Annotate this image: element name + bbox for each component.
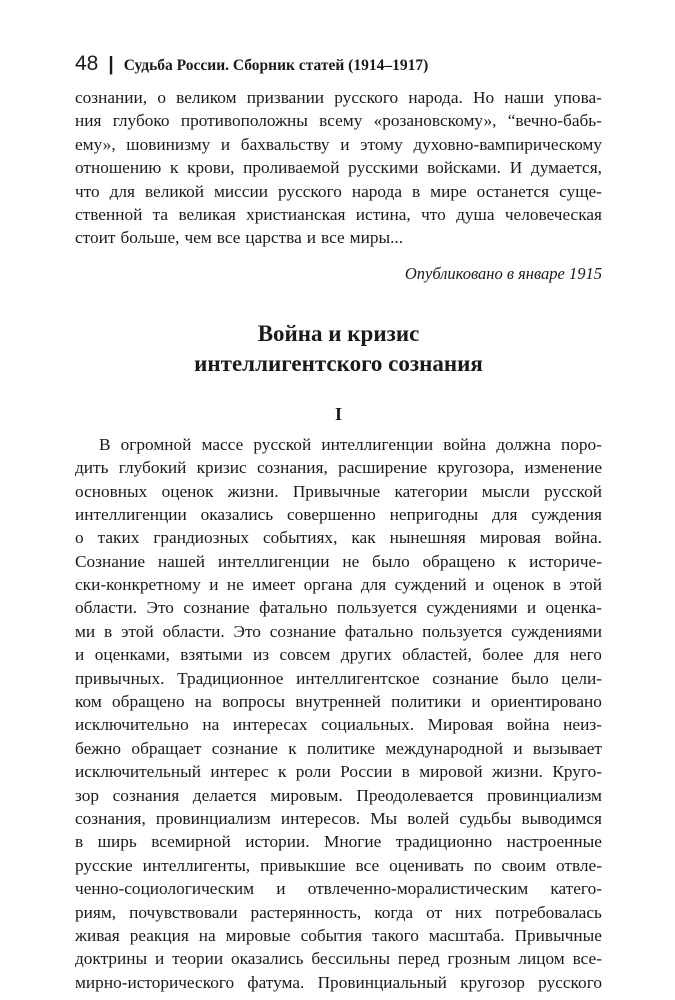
text-line (75, 737, 602, 760)
word: доктрины (75, 949, 148, 969)
publication-note: Опубликовано в январе 1915 (404, 263, 602, 283)
word: почувствовали (129, 902, 238, 922)
word: русские (75, 855, 133, 875)
word: исключительный (75, 762, 201, 782)
word: вызывает (532, 738, 602, 758)
word: Многие (324, 832, 382, 852)
word: для (492, 504, 518, 524)
continuation-paragraph (75, 86, 602, 250)
word: интересах (232, 715, 308, 735)
word: война (506, 715, 550, 735)
word: сознании, (75, 88, 148, 107)
word: области. (75, 598, 138, 618)
word: было (372, 551, 410, 571)
word: ченно-социологическим (75, 879, 255, 899)
word: все (355, 855, 380, 875)
text-line (75, 877, 602, 900)
text-line (75, 830, 602, 853)
word: и (340, 134, 350, 154)
word: интеллигенции (75, 504, 187, 524)
word: русской (544, 481, 602, 501)
word: бессильны (311, 949, 390, 969)
word: ски-конкретному (75, 575, 201, 595)
text-line (75, 784, 602, 807)
word: оказались (200, 504, 274, 524)
word: сознание (183, 598, 250, 618)
book-page (75, 52, 602, 994)
word: выводимся (521, 808, 602, 828)
word: вопросы (222, 692, 286, 712)
word: пользуется (336, 598, 418, 618)
word: жизни. (227, 481, 279, 501)
word: провинциализм (155, 808, 271, 828)
word: более (482, 645, 524, 665)
text-line (75, 503, 602, 526)
word: живая (75, 925, 120, 945)
word: к (507, 551, 517, 571)
text-line (75, 550, 602, 573)
word: этому (360, 134, 403, 154)
text-line (75, 573, 602, 596)
article-title-line: Война и кризис (257, 320, 420, 346)
text-line (75, 596, 602, 619)
section-number: I (334, 403, 342, 424)
word: ему», (75, 134, 116, 154)
word: настроенные (506, 832, 602, 852)
word: для (109, 181, 136, 201)
word: нынешняя (389, 528, 466, 548)
word: И (509, 158, 523, 178)
text-line (75, 226, 602, 249)
word: та (152, 204, 169, 224)
word: риям, (75, 902, 117, 922)
word: такого (372, 925, 419, 945)
word: мировые (225, 925, 291, 945)
word: русского (278, 181, 342, 201)
word: глубокий (118, 458, 187, 478)
word: интерес (210, 762, 269, 782)
word: провинциализм (487, 785, 602, 805)
text-line (75, 713, 602, 736)
word: событиях, (262, 528, 338, 548)
word: царства (245, 228, 302, 248)
word: глубоко (112, 111, 170, 131)
word: социальных. (321, 715, 415, 735)
word: на (194, 692, 212, 712)
word: упова- (554, 88, 602, 107)
article-title (75, 319, 602, 379)
word: бежно (75, 738, 122, 758)
word: своим (501, 855, 547, 875)
word: В (99, 434, 111, 454)
word: мировым. (270, 785, 343, 805)
word: оценка- (545, 598, 602, 618)
word: Мировая (427, 715, 494, 735)
text-line (75, 947, 602, 970)
word: политики (391, 692, 462, 712)
text-line (75, 643, 602, 666)
word: великая (178, 204, 236, 224)
text-line (75, 854, 602, 877)
word: шовинизму (126, 134, 211, 154)
word: суждениями (511, 621, 602, 641)
word: интересов. (280, 808, 361, 828)
word: традиционно (395, 832, 493, 852)
word: душа (456, 204, 495, 224)
word: наши (504, 88, 544, 107)
word: Но (473, 88, 495, 107)
word: сознания, (75, 808, 146, 828)
word: оценками, (94, 645, 170, 665)
word: имеет (252, 575, 296, 595)
text-line (75, 180, 602, 203)
word: на (198, 925, 216, 945)
word: Сознание (75, 551, 146, 571)
word: них (455, 902, 483, 922)
word: призвании (246, 88, 325, 107)
word: не (226, 575, 244, 595)
word: кругозор (460, 972, 525, 992)
word: Круго- (552, 762, 602, 782)
text-line (75, 760, 602, 783)
word: по (473, 855, 492, 875)
word: судьбы (459, 808, 512, 828)
word: интеллигентское (296, 668, 420, 688)
word: как (351, 528, 376, 548)
text-line (75, 480, 602, 503)
word: стоит (75, 228, 116, 248)
word: в (104, 621, 113, 641)
word: истории. (245, 832, 310, 852)
word: человеческая (504, 204, 602, 224)
text-line (75, 133, 602, 156)
word: и (471, 692, 481, 712)
word: Традиционное (177, 668, 284, 688)
word: и (75, 645, 85, 665)
word: внутренней (295, 692, 381, 712)
word: растерянность, (250, 902, 362, 922)
word: других (340, 645, 392, 665)
word: обращает (131, 738, 202, 758)
word: из (252, 645, 270, 665)
word: области. (162, 621, 225, 641)
word: оценивать (389, 855, 464, 875)
word: и (276, 879, 286, 899)
word: события (300, 925, 363, 945)
word: чем (184, 228, 212, 248)
word: основных (75, 481, 148, 501)
word: привычных. (75, 668, 165, 688)
word: великом (176, 88, 237, 107)
word: взятыми (180, 645, 243, 665)
word: ственной (75, 204, 143, 224)
word: о (75, 528, 84, 548)
word: оценок (492, 575, 545, 595)
word: зор (75, 785, 100, 805)
word: обращено (112, 692, 185, 712)
word: волей (407, 808, 450, 828)
word: в (552, 575, 561, 595)
text-line (75, 971, 602, 994)
page-number: 48 (75, 52, 99, 75)
word: на (202, 715, 220, 735)
word: отвле- (556, 855, 602, 875)
word: все (321, 228, 345, 248)
word: миры... (349, 228, 404, 248)
text-line (75, 667, 602, 690)
word: жизни. (492, 762, 543, 782)
word: бахвальству (240, 134, 330, 154)
word: интеллигенции (321, 434, 434, 454)
word: для (533, 645, 560, 665)
word: ком (75, 692, 102, 712)
word: все (216, 228, 241, 248)
text-line (75, 620, 602, 643)
word: фатально (344, 621, 414, 641)
word: всемирной (151, 832, 231, 852)
word: Преодолевается (356, 785, 474, 805)
word: кризис (196, 458, 247, 478)
header-separator: | (108, 54, 114, 75)
word: грозным (447, 949, 511, 969)
word: России (340, 762, 393, 782)
word: Привычные (292, 481, 381, 501)
word: расширение (338, 458, 428, 478)
word: русскими (348, 158, 419, 178)
word: войсками. (427, 158, 502, 178)
word: фатума. (247, 972, 305, 992)
word: катего- (550, 879, 602, 899)
text-line (75, 901, 602, 924)
word: поро- (561, 434, 602, 454)
word: обращено (422, 551, 496, 571)
word: русского (334, 88, 399, 107)
word: лицом (518, 949, 565, 969)
word: сознания, (256, 458, 328, 478)
word: совершенно (287, 504, 376, 524)
word: миссии (214, 181, 269, 201)
word: ния (75, 111, 102, 131)
text-line (75, 86, 602, 109)
word: совсем (279, 645, 331, 665)
word: Это (233, 621, 261, 641)
article-title-line: интеллигентского сознания (194, 350, 483, 376)
word: и (526, 598, 537, 618)
word: перед (397, 949, 440, 969)
word: суждениями (426, 598, 518, 618)
word: интеллигенты, (142, 855, 251, 875)
text-line (75, 109, 602, 132)
word: мире (430, 181, 467, 201)
word: категории (394, 481, 468, 501)
word: в (412, 181, 421, 201)
word: Привычные (514, 925, 602, 945)
word: суждений (394, 575, 467, 595)
word: массе (201, 434, 244, 454)
word: делается (192, 785, 257, 805)
word: реакция (129, 925, 189, 945)
word: когда (374, 902, 414, 922)
word: роли (295, 762, 331, 782)
word: отношению (75, 158, 162, 178)
word: сознание (211, 738, 278, 758)
running-title: Судьба России. Сборник статей (1914–1917) (123, 57, 429, 74)
word: «розановскому», (373, 111, 497, 131)
word: и (220, 134, 231, 154)
word: ориентировано (490, 692, 602, 712)
word: этой (569, 575, 602, 595)
word: мирно-исторического (75, 972, 235, 992)
word: сознание (269, 621, 336, 641)
text-line (75, 690, 602, 713)
article-paragraph (75, 433, 602, 994)
word: к (288, 738, 297, 758)
word: больше, (120, 228, 180, 248)
word: народа (351, 181, 403, 201)
word: крови, (187, 158, 235, 178)
word: фатально (259, 598, 328, 618)
word: интеллигенции (217, 551, 330, 571)
word: что (75, 181, 100, 201)
word: суще- (559, 181, 602, 201)
word: было (511, 668, 549, 688)
running-head (75, 52, 602, 86)
text-line (75, 526, 602, 549)
word: кругозора, (437, 458, 515, 478)
word: неиз- (563, 715, 602, 735)
word: привыкшие (260, 855, 346, 875)
word: думается, (530, 158, 602, 178)
word: Мы (370, 808, 398, 828)
word: должна (496, 434, 551, 454)
word: оказались (230, 949, 304, 969)
word: в (75, 832, 84, 852)
word: и (513, 738, 523, 758)
text-line (75, 924, 602, 947)
word: война (443, 434, 487, 454)
word: от (426, 902, 443, 922)
word: него (569, 645, 602, 665)
text-line (75, 433, 602, 456)
word: Это (146, 598, 174, 618)
word: и (209, 575, 219, 595)
word: для (360, 575, 387, 595)
word: международной (385, 738, 503, 758)
word: мировой (419, 762, 483, 782)
text-line (75, 456, 602, 479)
word: христианская (246, 204, 346, 224)
word: и (154, 949, 165, 969)
word: оценок (161, 481, 214, 501)
word: сознания (112, 785, 180, 805)
text-line (75, 807, 602, 830)
word: не (342, 551, 360, 571)
word: отвлеченно-моралистическим (307, 879, 529, 899)
word: грандиозных (153, 528, 249, 548)
word: “вечно-бабь- (507, 111, 602, 131)
word: историче- (529, 551, 602, 571)
word: цели- (561, 668, 602, 688)
word: в (401, 762, 410, 782)
word: нашей (157, 551, 206, 571)
word: противоположны (180, 111, 308, 131)
word: ми (75, 621, 96, 641)
word: к (277, 762, 287, 782)
word: этой (121, 621, 154, 641)
word: великой (145, 181, 205, 201)
word: к (169, 158, 179, 178)
text-line (75, 203, 602, 226)
word: всему (319, 111, 363, 131)
word: и (475, 575, 485, 595)
word: потребовалась (495, 902, 602, 922)
word: мысли (481, 481, 530, 501)
word: ширь (97, 832, 137, 852)
word: народа. (408, 88, 463, 107)
word: органа (303, 575, 353, 595)
word: война. (554, 528, 602, 548)
word: областей, (402, 645, 472, 665)
word: таких (97, 528, 140, 548)
word: политике (307, 738, 376, 758)
word: дить (75, 458, 109, 478)
word: русской (253, 434, 312, 454)
word: истина, (355, 204, 411, 224)
word: все- (572, 949, 602, 969)
word: огромной (120, 434, 192, 454)
word: останется (476, 181, 550, 201)
word: и (306, 228, 317, 248)
word: непригодны (389, 504, 479, 524)
text-line (75, 156, 602, 179)
word: изменение (524, 458, 602, 478)
word: теории (172, 949, 224, 969)
word: пользуется (422, 621, 503, 641)
word: исключительно (75, 715, 189, 735)
word: проливаемой (243, 158, 340, 178)
word: русского (538, 972, 602, 992)
word: сознание (432, 668, 499, 688)
word: духовно-вампирическому (413, 134, 602, 154)
word: Провинциальный (317, 972, 447, 992)
word: мировая (479, 528, 541, 548)
word: масштаба. (428, 925, 505, 945)
word: что (421, 204, 446, 224)
word: о (157, 88, 166, 107)
word: суждения (531, 504, 602, 524)
